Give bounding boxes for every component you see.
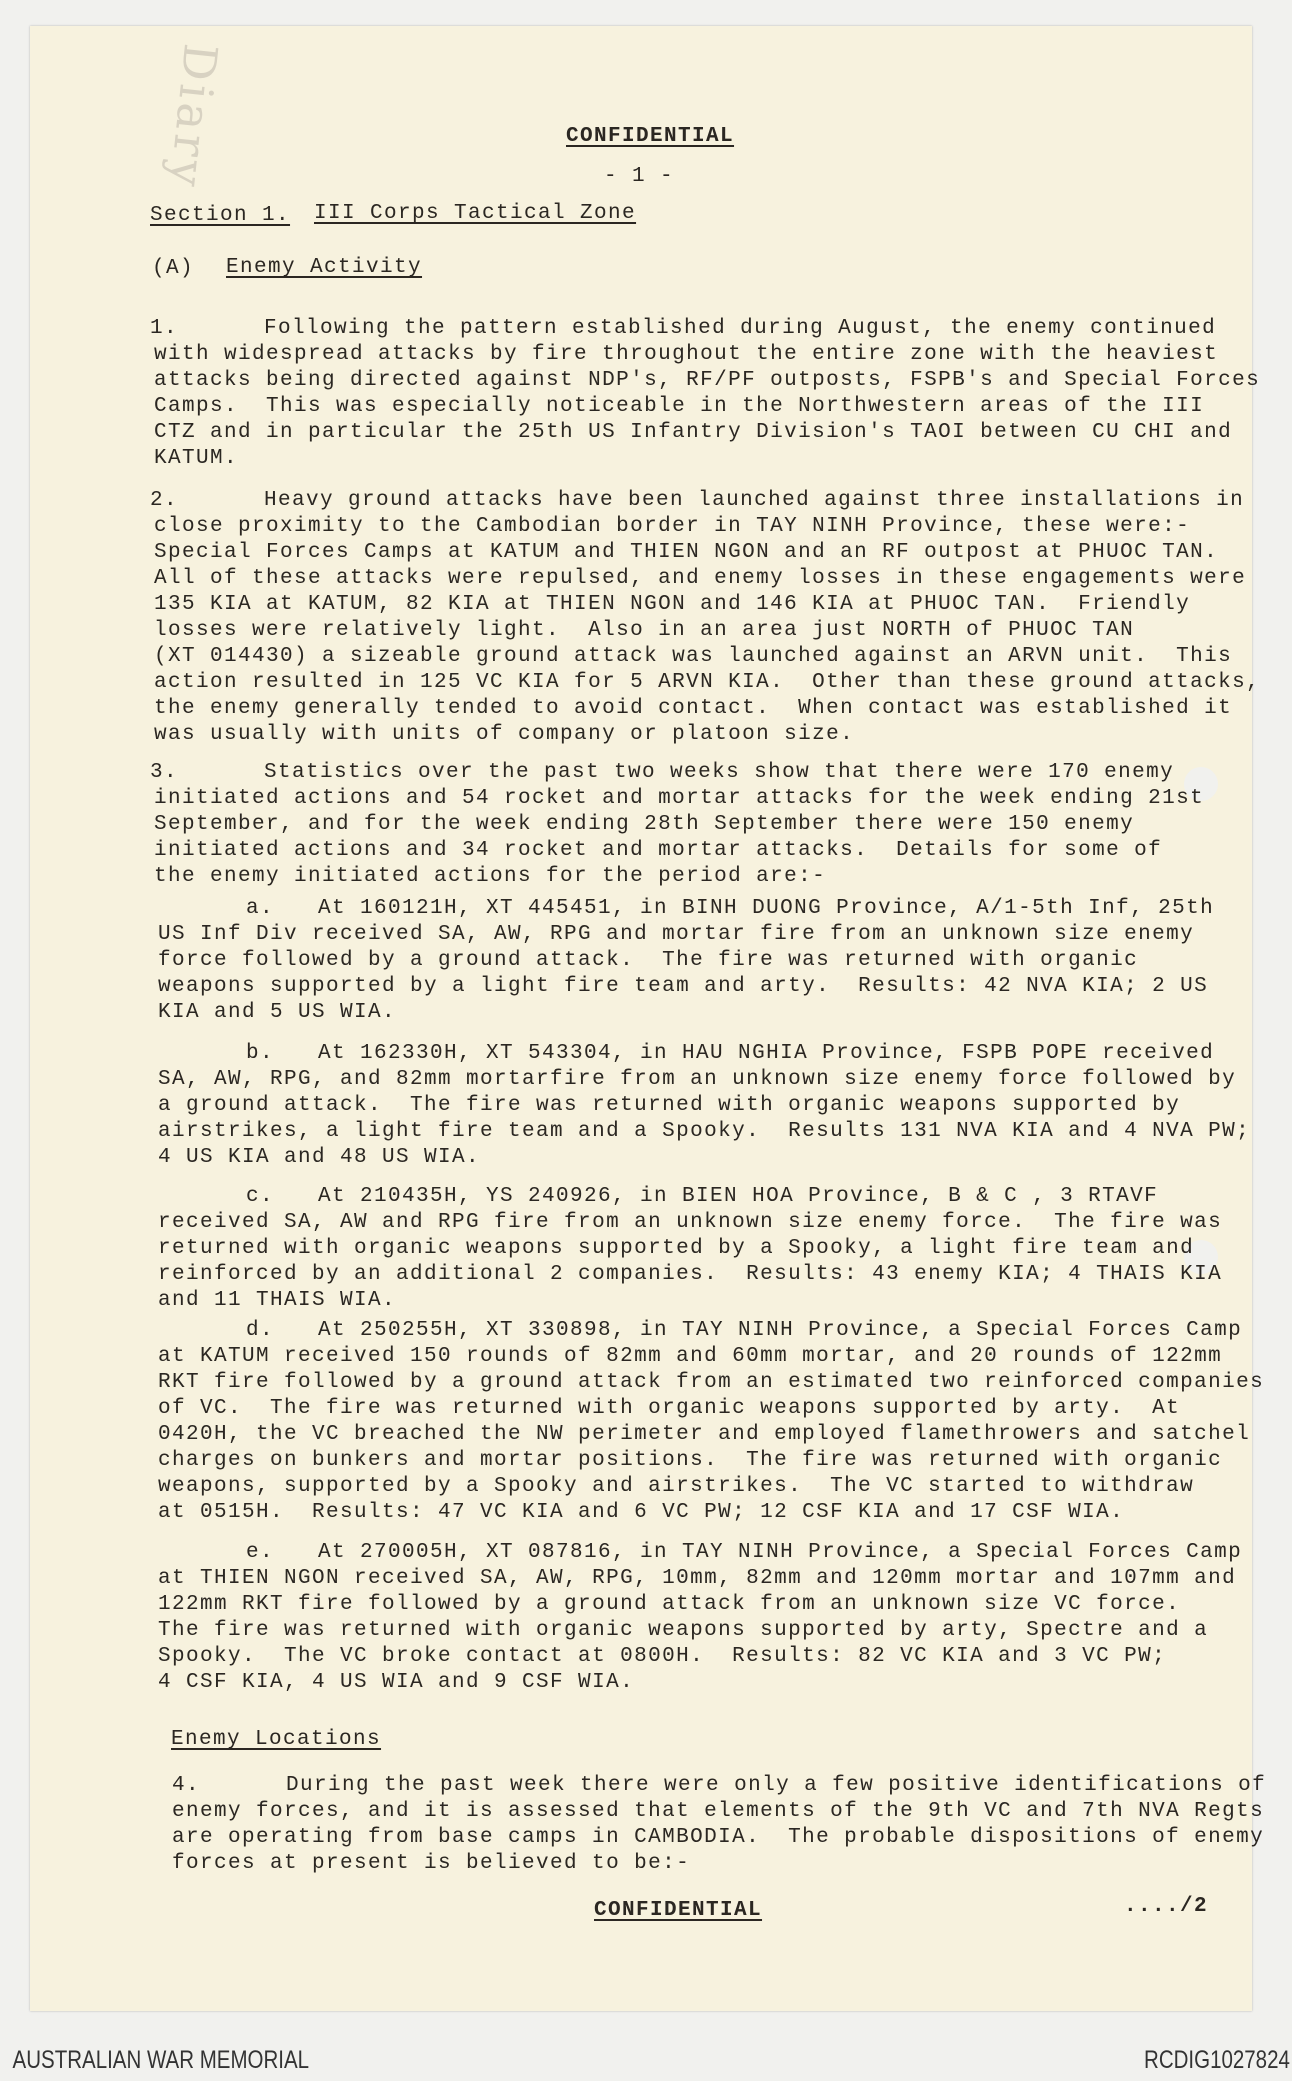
text-line: the enemy generally tended to avoid contact. When contact was established it: [154, 697, 1233, 720]
text-line: [158, 1184, 1222, 1210]
text-line: 0420H, the VC breached the NW perimeter and employed flamethrowers and satchel: [158, 1423, 1251, 1446]
text-line: at KATUM received 150 rounds of 82mm and 60mm mortar, and 20 rounds of 122mm: [158, 1345, 1223, 1368]
text-line: 4 CSF KIA, 4 US WIA and 9 CSF WIA.: [158, 1671, 635, 1694]
paragraph-4: [172, 1773, 1266, 1877]
paragraph-number: e.: [246, 1541, 275, 1564]
text-line: September, and for the week ending 28th September there were 150 enemy: [154, 813, 1135, 836]
paragraph-number: 1.: [150, 317, 179, 340]
text-line: 135 KIA at KATUM, 82 KIA at THIEN NGON and 146 KIA at PHUOC TAN. Friendly: [154, 593, 1191, 616]
text-line: received SA, AW and RPG fire from an unknown size enemy force. The fire was: [158, 1211, 1223, 1234]
text-line: force followed by a ground attack. The fire was returned with organic: [158, 949, 1139, 972]
text-line: enemy forces, and it is assessed that elements of the 9th VC and 7th NVA Regts: [172, 1800, 1265, 1823]
text-line: KATUM.: [154, 447, 239, 470]
text-line: airstrikes, a light fire team and a Spooky. Results 131 NVA KIA and 4 NVA PW;: [158, 1120, 1251, 1143]
page-number: - 1 -: [604, 165, 675, 188]
text-line: [172, 1773, 1266, 1799]
text-line: returned with organic weapons supported by a Spooky, a light fire team and: [158, 1237, 1195, 1260]
continuation-marker: ..../2: [1124, 1895, 1209, 1918]
subsection-letter: (A): [152, 257, 195, 280]
text-line: with widespread attacks by fire throughout the entire zone with the heaviest: [154, 343, 1219, 366]
line-text: During the past week there were only a few positive identifications of: [286, 1774, 1267, 1797]
line-text: At 250255H, XT 330898, in TAY NINH Province, a Special Forces Camp: [318, 1319, 1243, 1342]
text-line: (XT 014430) a sizeable ground attack was launched against an ARVN unit. This: [154, 645, 1233, 668]
text-line: at THIEN NGON received SA, AW, RPG, 10mm, 82mm and 120mm mortar and 107mm and: [158, 1567, 1237, 1590]
text-line: was usually with units of company or platoon size.: [154, 723, 855, 746]
text-line: [150, 316, 1260, 342]
enemy-locations-heading: Enemy Locations: [171, 1728, 382, 1751]
text-line: All of these attacks were repulsed, and enemy losses in these engagements were: [154, 567, 1247, 590]
text-line: attacks being directed against NDP's, RF/PF outposts, FSPB's and Special Forces: [154, 369, 1261, 392]
text-line: the enemy initiated actions for the period are:-: [154, 865, 827, 888]
line-text: At 210435H, YS 240926, in BIEN HOA Province, B & C , 3 RTAVF: [318, 1185, 1159, 1208]
text-line: The fire was returned with organic weapons supported by arty, Spectre and a: [158, 1619, 1209, 1642]
text-line: [150, 760, 1204, 786]
line-text: Following the pattern established during August, the enemy continued: [264, 317, 1217, 340]
archive-institution: AUSTRALIAN WAR MEMORIAL: [12, 2046, 310, 2074]
paragraph-number: 2.: [150, 489, 179, 512]
subparagraph-d: [158, 1318, 1264, 1526]
text-line: a ground attack. The fire was returned with organic weapons supported by: [158, 1094, 1181, 1117]
paragraph-number: d.: [246, 1319, 275, 1342]
text-line: [158, 1540, 1242, 1566]
text-line: [158, 896, 1214, 922]
header-classification: CONFIDENTIAL: [566, 125, 735, 148]
subparagraph-a: [158, 896, 1214, 1026]
text-line: and 11 THAIS WIA.: [158, 1289, 397, 1312]
text-line: [158, 1041, 1250, 1067]
handwritten-annotation: Diary: [158, 41, 229, 193]
paragraph-number: a.: [246, 897, 275, 920]
line-text: Statistics over the past two weeks show that there were 170 enemy: [264, 761, 1175, 784]
section-number: Section 1.: [150, 204, 291, 227]
text-line: Spooky. The VC broke contact at 0800H. Results: 82 VC KIA and 3 VC PW;: [158, 1645, 1167, 1668]
section-title: III Corps Tactical Zone: [314, 202, 637, 225]
text-line: Special Forces Camps at KATUM and THIEN NGON and an RF outpost at PHUOC TAN.: [154, 541, 1219, 564]
subparagraph-e: [158, 1540, 1242, 1696]
subsection-title: Enemy Activity: [226, 256, 423, 279]
text-line: reinforced by an additional 2 companies. Results: 43 enemy KIA; 4 THAIS KIA: [158, 1263, 1223, 1286]
text-line: initiated actions and 34 rocket and mortar attacks. Details for some of: [154, 839, 1163, 862]
text-line: losses were relatively light. Also in an area just NORTH of PHUOC TAN: [154, 619, 1135, 642]
paragraph-number: c.: [246, 1185, 275, 1208]
paragraph-3: [150, 760, 1205, 890]
paragraph-number: 4.: [172, 1774, 201, 1797]
text-line: 122mm RKT fire followed by a ground attack from an unknown size VC force.: [158, 1593, 1181, 1616]
text-line: initiated actions and 54 rocket and mortar attacks for the week ending 21st: [154, 787, 1205, 810]
text-line: KIA and 5 US WIA.: [158, 1001, 397, 1024]
text-line: of VC. The fire was returned with organic weapons supported by arty. At: [158, 1397, 1181, 1420]
line-text: At 162330H, XT 543304, in HAU NGHIA Province, FSPB POPE received: [318, 1042, 1215, 1065]
text-line: US Inf Div received SA, AW, RPG and mortar fire from an unknown size enemy: [158, 923, 1195, 946]
text-line: action resulted in 125 VC KIA for 5 ARVN KIA. Other than these ground attacks,: [154, 671, 1261, 694]
paragraph-1: [150, 316, 1261, 472]
line-text: Heavy ground attacks have been launched against three installations in: [264, 489, 1245, 512]
text-line: SA, AW, RPG, and 82mm mortarfire from an unknown size enemy force followed by: [158, 1068, 1237, 1091]
text-line: RKT fire followed by a ground attack from an estimated two reinforced companies: [158, 1371, 1265, 1394]
text-line: CTZ and in particular the 25th US Infantry Division's TAOI between CU CHI and: [154, 421, 1233, 444]
text-line: [150, 488, 1260, 514]
text-line: are operating from base camps in CAMBODIA. The probable dispositions of enemy: [172, 1826, 1265, 1849]
text-line: Camps. This was especially noticeable in the Northwestern areas of the III: [154, 395, 1205, 418]
text-line: at 0515H. Results: 47 VC KIA and 6 VC PW; 12 CSF KIA and 17 CSF WIA.: [158, 1501, 1125, 1524]
text-line: close proximity to the Cambodian border in TAY NINH Province, these were:-: [154, 515, 1191, 538]
subparagraph-b: [158, 1041, 1250, 1171]
text-line: weapons supported by a light fire team and arty. Results: 42 NVA KIA; 2 US: [158, 975, 1209, 998]
footer-classification: CONFIDENTIAL: [594, 1899, 763, 1922]
text-line: weapons, supported by a Spooky and airstrikes. The VC started to withdraw: [158, 1475, 1195, 1498]
text-line: [158, 1318, 1264, 1344]
subparagraph-c: [158, 1184, 1222, 1314]
paragraph-number: b.: [246, 1042, 275, 1065]
line-text: At 270005H, XT 087816, in TAY NINH Province, a Special Forces Camp: [318, 1541, 1243, 1564]
text-line: 4 US KIA and 48 US WIA.: [158, 1146, 481, 1169]
archive-reference: RCDIG1027824: [1144, 2046, 1290, 2074]
paragraph-number: 3.: [150, 761, 179, 784]
text-line: charges on bunkers and mortar positions. The fire was returned with organic: [158, 1449, 1223, 1472]
line-text: At 160121H, XT 445451, in BINH DUONG Province, A/1-5th Inf, 25th: [318, 897, 1215, 920]
text-line: forces at present is believed to be:-: [172, 1852, 691, 1875]
paragraph-2: [150, 488, 1261, 748]
